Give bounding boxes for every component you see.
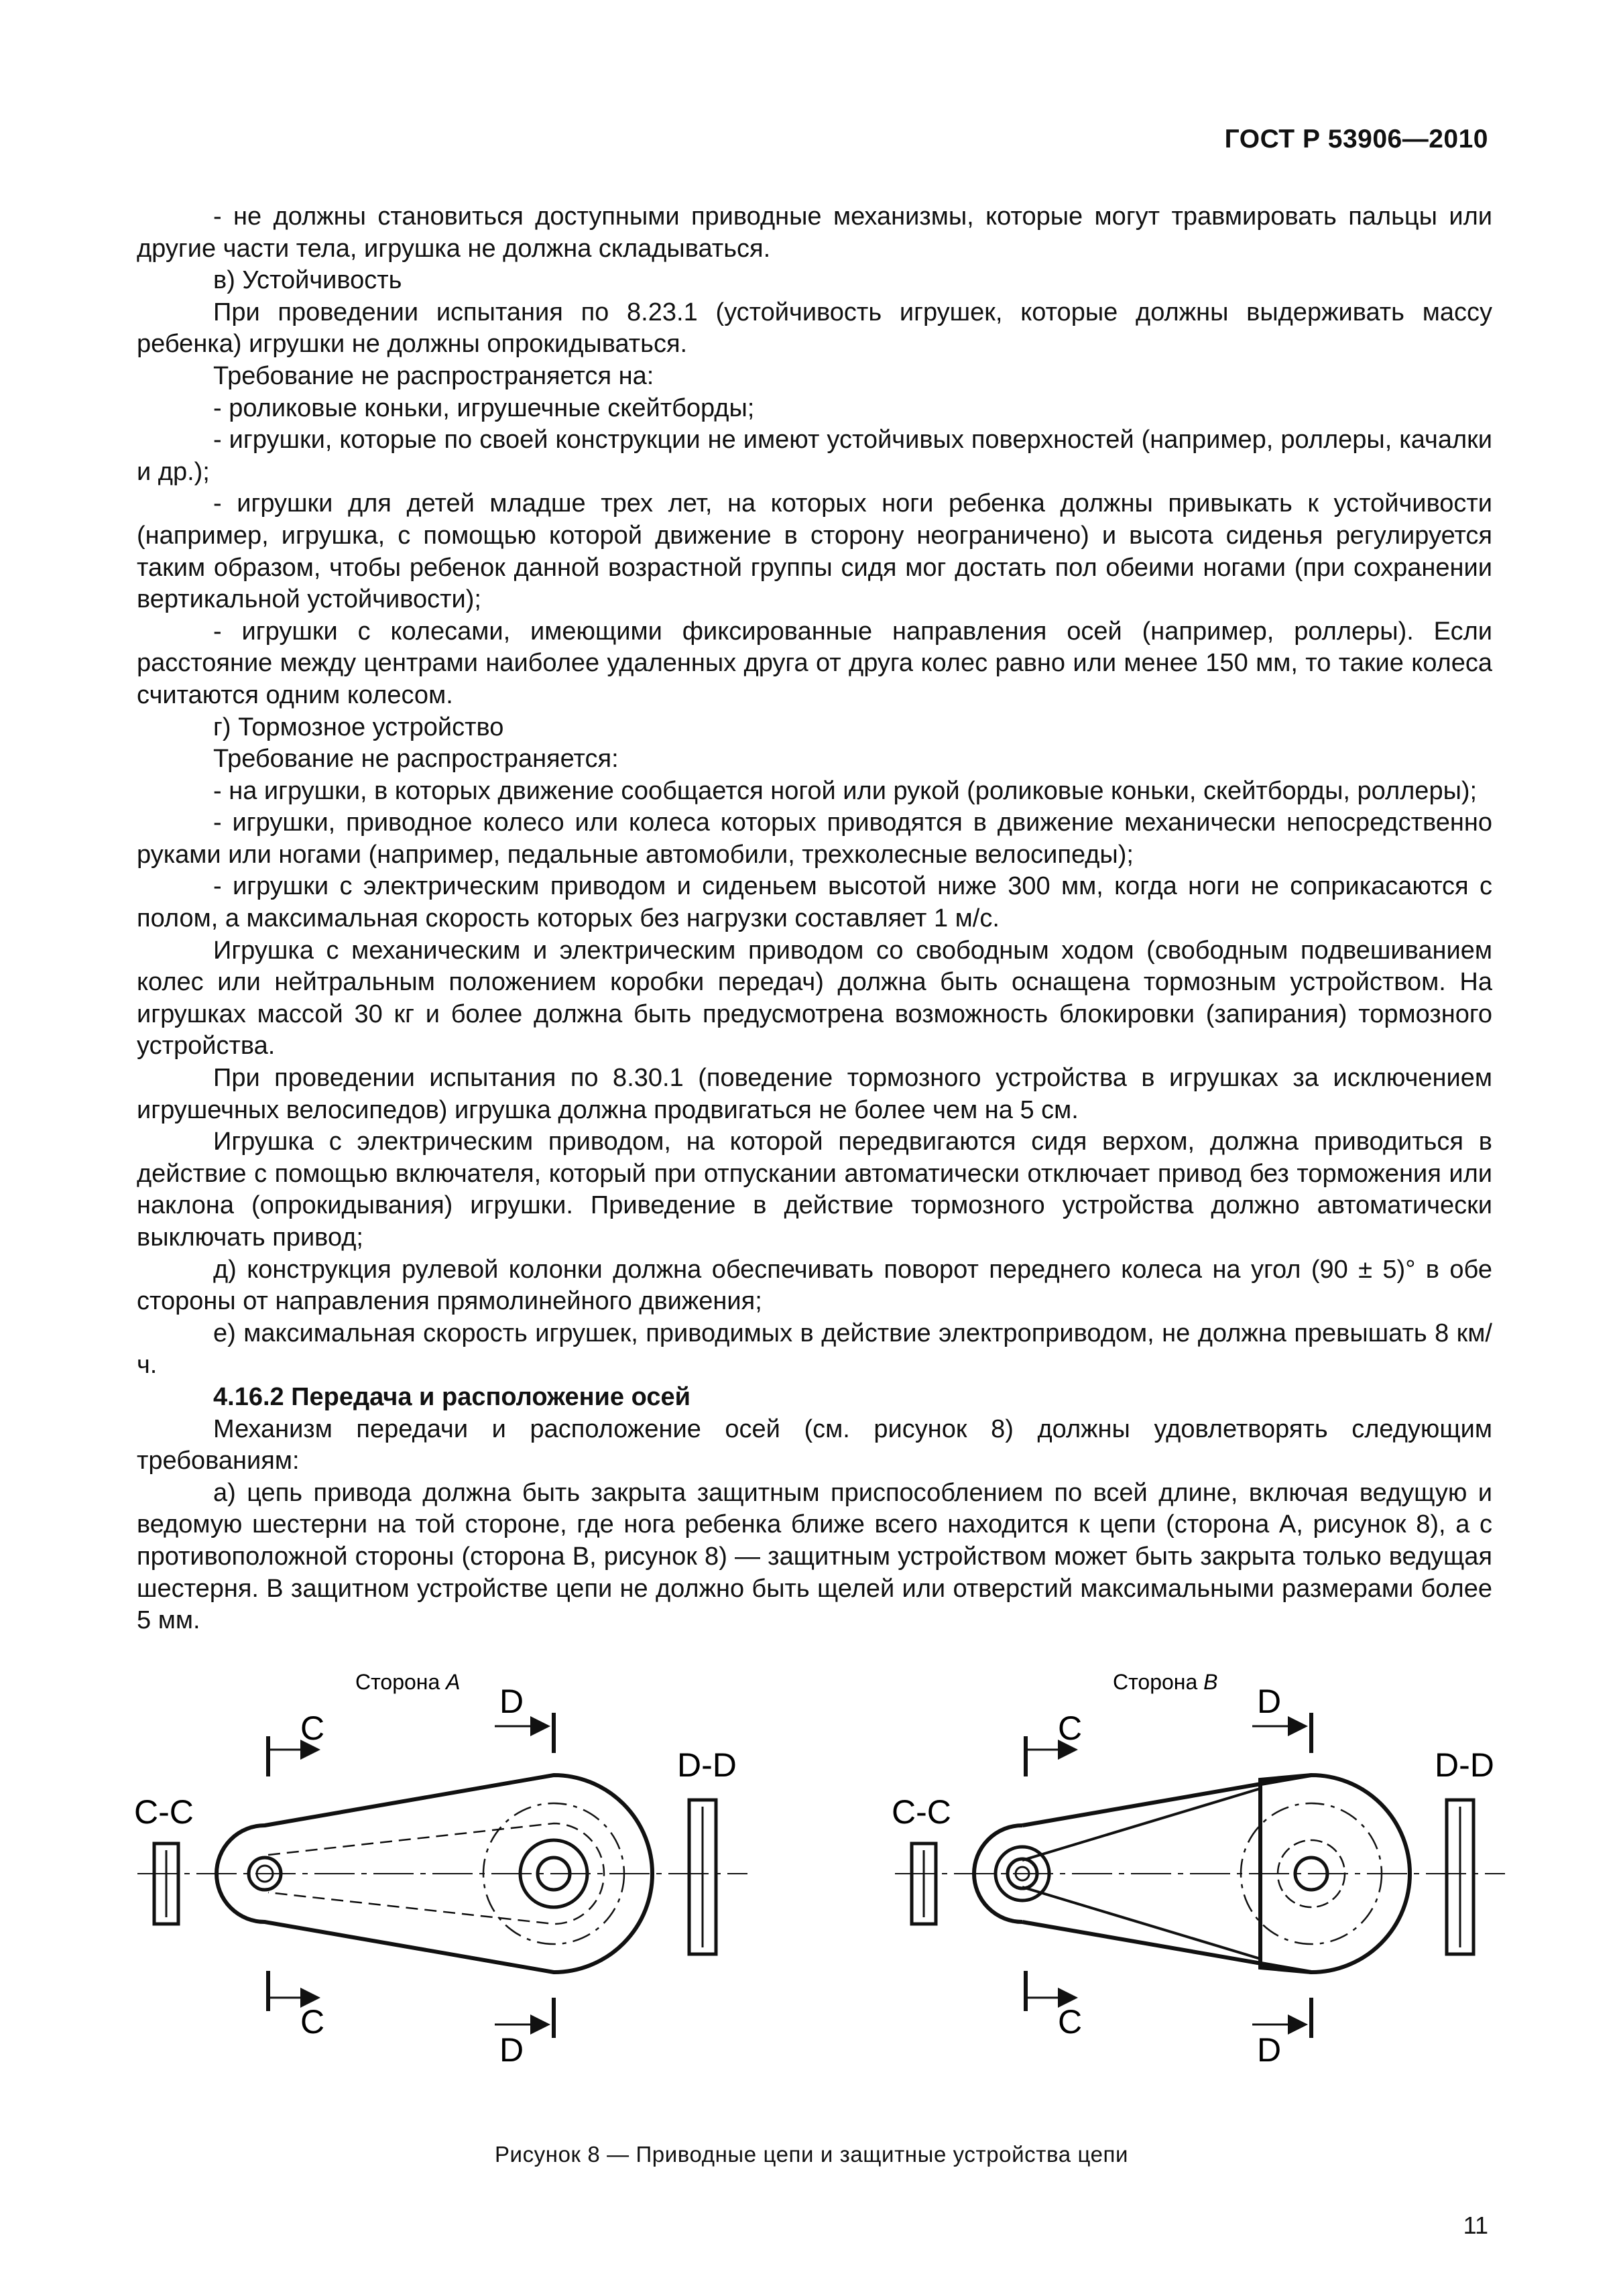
paragraph: - игрушки, приводное колесо или колеса которых приводятся в движение механически непосредственно руками или ногами (например, педальные автомобили, трехколесные велосипеды); <box>137 808 1492 869</box>
paragraph: - на игрушки, в которых движение сообщается ногой или рукой (роликовые коньки, скейтборды, роллеры); <box>213 776 1478 805</box>
paragraph: При проведении испытания по 8.23.1 (устойчивость игрушек, которые должны выдерживать массу ребенка) игрушки не должны опрокидываться. <box>137 298 1492 359</box>
side-b-drawing <box>892 1670 1505 2069</box>
section-label-dd: D-D <box>1435 1746 1494 1784</box>
section-mark-c-bottom: C <box>300 2003 325 2041</box>
side-a-label: Сторона А <box>355 1670 461 1694</box>
paragraph: Игрушка с механическим и электрическим приводом со свободным ходом (свободным подвешиванием колес или нейтральным положением коробки передач) должна быть оснащена тормозным устройством. На игрушках массой 30 кг и более должна быть предусмотрена возможность блокировки (запирания) тормозного устройства. <box>137 936 1492 1061</box>
paragraph: е) максимальная скорость игрушек, приводимых в действие электроприводом, не должна превышать 8 км/ч. <box>137 1319 1492 1380</box>
paragraph: - игрушки для детей младше трех лет, на которых ноги ребенка должны привыкать к устойчивости (например, игрушка, с помощью которой движение в сторону неограничено) и высота сиденья регулируется таким образом, чтобы ребенок данной возрастной группы сидя мог достать пол обеими ногами (при сохранении вертикальной устойчивости); <box>137 489 1492 614</box>
paragraph: - роликовые коньки, игрушечные скейтборды; <box>213 394 755 422</box>
section-mark-c-top: C <box>1058 1709 1083 1747</box>
section-label-dd: D-D <box>677 1746 737 1784</box>
paragraph: Требование не распространяется на: <box>213 361 654 390</box>
paragraph: Требование не распространяется: <box>213 745 619 774</box>
paragraph: - игрушки, которые по своей конструкции не имеют устойчивых поверхностей (например, роллеры, качалки и др.); <box>137 426 1492 486</box>
section-mark-c-bottom: C <box>1058 2003 1083 2041</box>
section-heading: 4.16.2 Передача и расположение осей <box>213 1382 690 1411</box>
section-mark-c-top: C <box>300 1709 325 1747</box>
section-mark-d-bottom: D <box>499 2031 524 2069</box>
paragraph: Игрушка с электрическим приводом, на которой передвигаются сидя верхом, должна приводиться в действие с помощью включателя, который при отпускании автоматически отключает привод без торможения или наклона (опрокидывания) игрушки. Приведение в действие тормозного устройства должно автоматически выключать привод; <box>137 1128 1492 1252</box>
page-number: 11 <box>1463 2212 1488 2239</box>
side-b-label: Сторона В <box>1113 1670 1218 1694</box>
section-mark-d-bottom: D <box>1257 2031 1282 2069</box>
section-label-cc: C-C <box>134 1793 194 1831</box>
section-mark-d-top: D <box>1257 1683 1282 1720</box>
section-label-cc: C-C <box>892 1793 951 1831</box>
figure-caption: Рисунок 8 — Приводные цепи и защитные устройства цепи <box>494 2142 1129 2167</box>
paragraph: г) Тормозное устройство <box>213 713 504 741</box>
figure-drawing <box>127 1663 1508 2078</box>
paragraph: - игрушки с колесами, имеющими фиксированные направления осей (например, роллеры). Если расстояние между центрами наиболее удаленных друга от друга колес равно или менее 150 мм, то такие колеса считаются одним колесом. <box>137 617 1492 709</box>
document-id-header: ГОСТ Р 53906—2010 <box>1224 125 1488 154</box>
paragraph: а) цепь привода должна быть закрыта защитным приспособлением по всей длине, включая ведущую и ведомую шестерни на той стороне, где нога ребенка ближе всего находится к цепи (сторона А, рисунок 8), а с противоположной стороны (сторона В, рисунок 8) — защитным устройством может быть закрыта только ведущая шестерня. В защитном устройстве цепи не должно быть щелей или отверстий максимальными размерами более 5 мм. <box>137 1478 1492 1635</box>
body-text <box>137 201 1492 1637</box>
section-mark-d-top: D <box>499 1683 524 1720</box>
side-a-drawing <box>134 1670 747 2069</box>
paragraph: д) конструкция рулевой колонки должна обеспечивать поворот переднего колеса на угол (90 ± 5)° в обе стороны от направления прямолинейного движения; <box>137 1255 1492 1316</box>
paragraph: - игрушки с электрическим приводом и сиденьем высотой ниже 300 мм, когда ноги не соприкасаются с полом, а максимальная скорость которых без нагрузки составляет 1 м/с. <box>137 872 1492 933</box>
paragraph: в) Устойчивость <box>213 266 402 295</box>
paragraph: Механизм передачи и расположение осей (см. рисунок 8) должны удовлетворять следующим требованиям: <box>137 1414 1492 1475</box>
paragraph: - не должны становиться доступными приводные механизмы, которые могут травмировать пальцы или другие части тела, игрушка не должна складываться. <box>137 202 1492 263</box>
paragraph: При проведении испытания по 8.30.1 (поведение тормозного устройства в игрушках за исключением игрушечных велосипедов) игрушка должна продвигаться не более чем на 5 см. <box>137 1064 1492 1124</box>
figure-8 <box>127 1663 1508 2078</box>
